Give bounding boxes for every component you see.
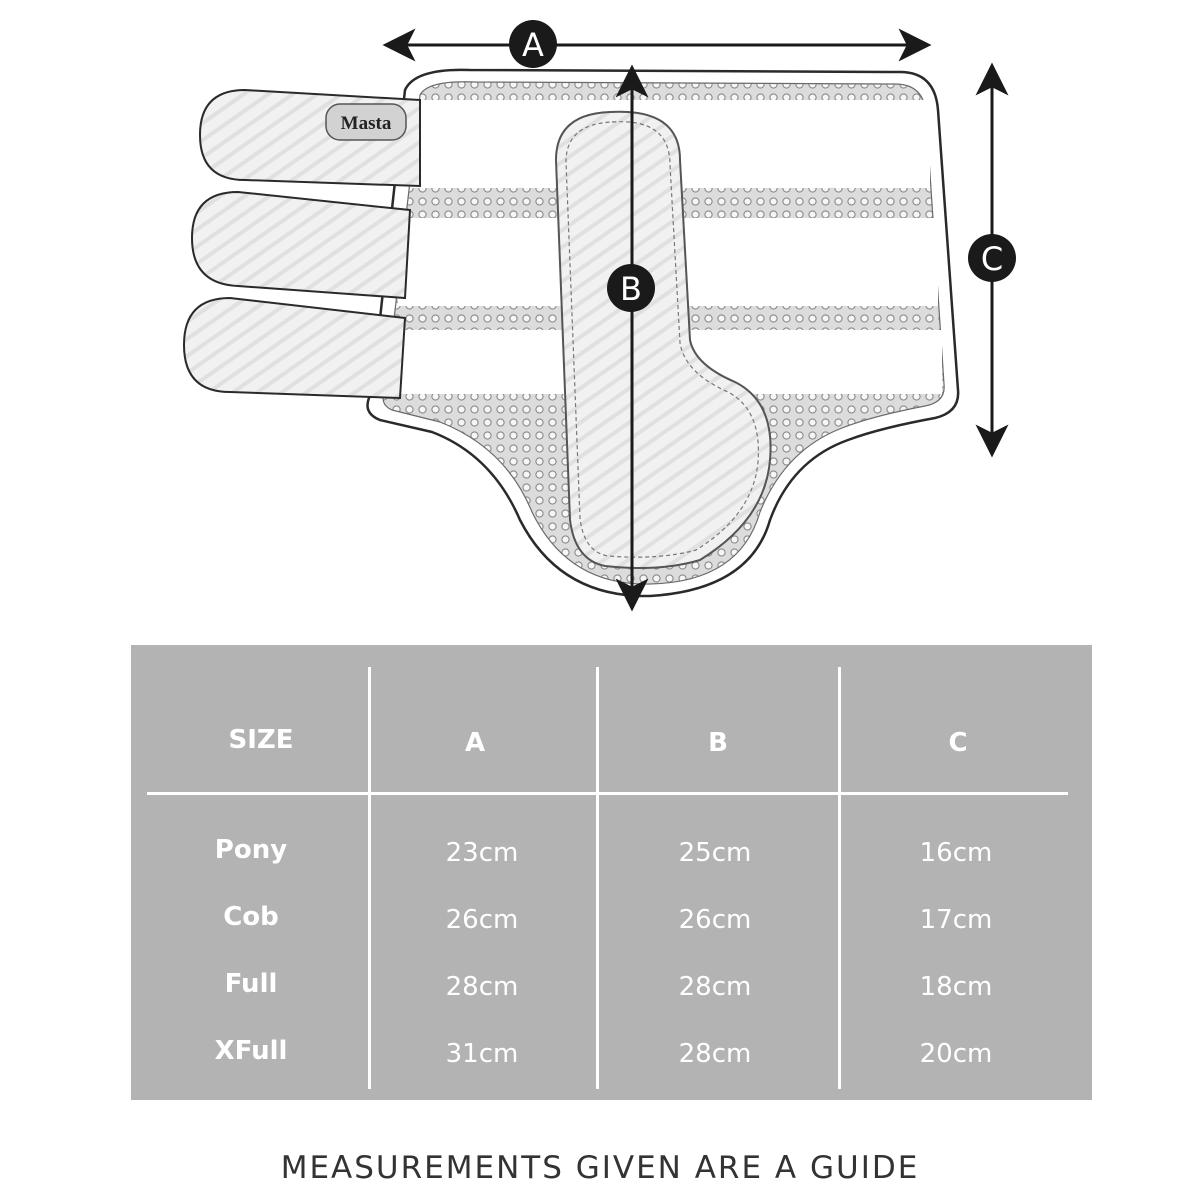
- cell-c: 20cm: [919, 1039, 993, 1069]
- velcro-strap-middle: [192, 192, 410, 298]
- footer-note: MEASUREMENTS GIVEN ARE A GUIDE: [280, 1150, 920, 1186]
- svg-text:B: B: [620, 270, 642, 308]
- svg-text:A: A: [522, 26, 544, 64]
- cell-c: 18cm: [919, 972, 993, 1002]
- dimension-b-badge: [607, 264, 655, 312]
- row-size-label: Full: [224, 969, 278, 999]
- size-table: [131, 645, 1092, 1100]
- cell-a: 31cm: [445, 1039, 519, 1069]
- cell-b: 28cm: [678, 1039, 752, 1069]
- cell-c: 16cm: [919, 838, 993, 868]
- cell-b: 26cm: [678, 905, 752, 935]
- cell-b: 25cm: [678, 838, 752, 868]
- cell-b: 28cm: [678, 972, 752, 1002]
- cell-c: 17cm: [919, 905, 993, 935]
- cell-a: 28cm: [445, 972, 519, 1002]
- svg-text:C: C: [980, 240, 1004, 278]
- row-size-label: Pony: [214, 835, 288, 865]
- header-size: SIZE: [228, 725, 294, 755]
- dimension-a-badge: [509, 20, 557, 68]
- cell-a: 23cm: [445, 838, 519, 868]
- velcro-strap-bottom: [184, 298, 405, 398]
- header-divider: [147, 792, 1068, 795]
- brand-label: Masta: [340, 113, 392, 134]
- header-a: A: [464, 728, 486, 758]
- row-size-label: XFull: [214, 1036, 288, 1066]
- dimension-c-badge: [968, 234, 1016, 282]
- row-size-label: Cob: [223, 902, 279, 932]
- header-b: B: [708, 728, 728, 758]
- header-c: C: [948, 728, 968, 758]
- cell-a: 26cm: [445, 905, 519, 935]
- brand-badge: [326, 104, 406, 140]
